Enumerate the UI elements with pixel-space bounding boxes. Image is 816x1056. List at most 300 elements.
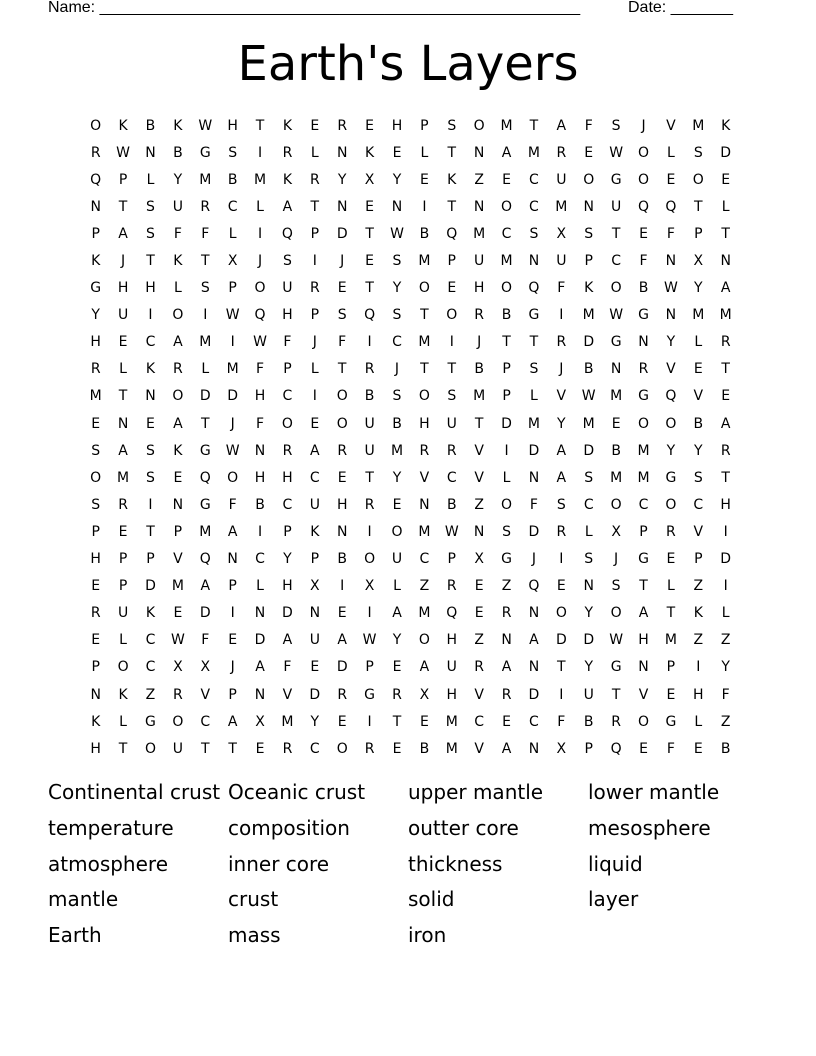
grid-letter: O bbox=[336, 740, 348, 757]
grid-letter: R bbox=[419, 442, 430, 459]
grid-letter: E bbox=[173, 605, 183, 622]
grid-letter: H bbox=[227, 117, 238, 134]
grid-letter: F bbox=[584, 117, 593, 134]
word-bank-item: lower mantle bbox=[588, 780, 720, 804]
grid-letter: C bbox=[474, 713, 485, 730]
name-field[interactable]: Name: ______________________________________________________ bbox=[48, 0, 581, 16]
grid-letter: Y bbox=[173, 171, 183, 188]
grid-letter: Y bbox=[283, 551, 292, 568]
grid-letter: U bbox=[309, 496, 320, 513]
grid-letter: N bbox=[145, 144, 156, 161]
grid-row bbox=[82, 356, 740, 383]
grid-letter: S bbox=[228, 144, 238, 161]
grid-letter: T bbox=[118, 740, 128, 757]
grid-letter: U bbox=[556, 171, 567, 188]
grid-letter: U bbox=[446, 415, 457, 432]
grid-letter: O bbox=[637, 171, 650, 188]
grid-letter: H bbox=[254, 469, 266, 486]
grid-letter: A bbox=[282, 632, 293, 649]
grid-letter: E bbox=[392, 659, 402, 676]
grid-letter: E bbox=[310, 415, 320, 432]
grid-letter: E bbox=[611, 415, 621, 432]
grid-letter: C bbox=[309, 469, 320, 486]
word-bank-item: mantle bbox=[48, 887, 119, 912]
grid-row bbox=[82, 735, 740, 762]
grid-letter: O bbox=[172, 307, 184, 324]
grid-letter: W bbox=[581, 388, 596, 405]
grid-letter: E bbox=[721, 171, 731, 188]
grid-letter: Y bbox=[721, 659, 730, 676]
grid-letter: K bbox=[145, 361, 156, 378]
grid-letter: B bbox=[720, 740, 731, 757]
grid-letter: X bbox=[419, 686, 430, 703]
grid-letter: R bbox=[364, 496, 375, 513]
grid-letter: K bbox=[118, 686, 128, 703]
grid-letter: V bbox=[419, 469, 430, 486]
grid-letter: X bbox=[364, 171, 375, 188]
grid-letter: K bbox=[721, 117, 731, 134]
grid-letter: N bbox=[665, 253, 677, 270]
grid-letter: Q bbox=[199, 469, 211, 486]
grid-letter: O bbox=[144, 740, 156, 757]
grid-letter: S bbox=[337, 307, 347, 324]
grid-letter: K bbox=[118, 117, 128, 134]
grid-letter: W bbox=[116, 144, 130, 161]
grid-letter: E bbox=[337, 280, 347, 297]
grid-letter: M bbox=[171, 578, 184, 595]
grid-letter: I bbox=[504, 442, 509, 459]
grid-letter: I bbox=[559, 551, 564, 568]
grid-letter: Y bbox=[694, 280, 703, 297]
grid-letter: W bbox=[362, 632, 377, 649]
grid-letter: O bbox=[227, 469, 239, 486]
grid-row bbox=[82, 654, 740, 681]
grid-letter: C bbox=[255, 551, 265, 568]
grid-letter: W bbox=[198, 117, 213, 134]
grid-letter: S bbox=[91, 496, 101, 513]
grid-letter: W bbox=[609, 632, 624, 649]
grid-letter: K bbox=[282, 171, 293, 188]
grid-letter: S bbox=[91, 442, 101, 459]
grid-letter: A bbox=[173, 334, 183, 351]
grid-letter: M bbox=[117, 469, 130, 486]
grid-letter: T bbox=[365, 280, 374, 297]
grid-letter: N bbox=[90, 198, 101, 215]
grid-letter: H bbox=[446, 632, 458, 649]
grid-row bbox=[82, 491, 740, 518]
grid-row bbox=[82, 681, 740, 708]
grid-letter: I bbox=[723, 578, 728, 595]
grid-letter: W bbox=[663, 280, 678, 297]
grid-letter: R bbox=[446, 578, 457, 595]
grid-letter: N bbox=[336, 144, 348, 161]
grid-letter: O bbox=[501, 496, 513, 513]
grid-letter: T bbox=[118, 198, 128, 215]
grid-letter: K bbox=[365, 144, 375, 161]
grid-letter: W bbox=[609, 307, 624, 324]
grid-letter: I bbox=[148, 496, 153, 513]
grid-letter: U bbox=[172, 198, 183, 215]
grid-letter: N bbox=[473, 198, 485, 215]
grid-letter: L bbox=[420, 144, 429, 161]
grid-letter: I bbox=[367, 713, 372, 730]
grid-letter: M bbox=[253, 171, 267, 188]
grid-letter: S bbox=[693, 469, 703, 486]
grid-letter: O bbox=[418, 388, 430, 405]
grid-letter: Y bbox=[557, 415, 566, 432]
grid-letter: A bbox=[501, 740, 512, 757]
grid-letter: W bbox=[609, 144, 624, 161]
grid-letter: U bbox=[364, 415, 375, 432]
grid-letter: Q bbox=[610, 740, 622, 757]
grid-letter: G bbox=[501, 551, 512, 568]
word-bank-item: layer bbox=[588, 887, 639, 912]
grid-letter: R bbox=[501, 686, 512, 703]
grid-letter: P bbox=[118, 551, 128, 568]
grid-letter: Q bbox=[90, 171, 102, 188]
grid-letter: E bbox=[502, 171, 511, 188]
grid-letter: K bbox=[91, 253, 101, 270]
grid-letter: H bbox=[336, 496, 348, 513]
grid-letter: F bbox=[639, 253, 648, 270]
grid-letter: P bbox=[283, 361, 292, 378]
grid-letter: M bbox=[473, 388, 486, 405]
grid-letter: T bbox=[502, 334, 511, 351]
grid-letter: S bbox=[146, 225, 155, 242]
grid-letter: K bbox=[447, 171, 457, 188]
grid-letter: M bbox=[199, 171, 212, 188]
grid-letter: X bbox=[611, 523, 621, 540]
grid-letter: R bbox=[337, 117, 348, 134]
grid-letter: D bbox=[309, 686, 321, 703]
grid-letter: L bbox=[146, 171, 155, 188]
grid-letter: L bbox=[228, 225, 237, 242]
grid-row bbox=[82, 383, 740, 410]
grid-letter: M bbox=[418, 523, 431, 540]
grid-letter: Y bbox=[392, 632, 402, 649]
grid-letter: L bbox=[201, 361, 210, 378]
grid-letter: K bbox=[693, 605, 703, 622]
grid-letter: M bbox=[610, 388, 623, 405]
grid-letter: M bbox=[418, 253, 431, 270]
grid-letter: A bbox=[501, 659, 512, 676]
grid-letter: T bbox=[447, 198, 457, 215]
grid-letter: A bbox=[200, 578, 211, 595]
grid-letter: A bbox=[392, 605, 402, 622]
grid-letter: P bbox=[228, 578, 237, 595]
grid-letter: E bbox=[146, 415, 155, 432]
grid-letter: E bbox=[666, 551, 676, 568]
grid-letter: E bbox=[337, 713, 347, 730]
grid-letter: I bbox=[257, 225, 263, 242]
grid-letter: F bbox=[557, 713, 566, 730]
grid-letter: P bbox=[173, 523, 183, 540]
grid-letter: Z bbox=[145, 686, 156, 703]
grid-letter: O bbox=[637, 144, 650, 161]
grid-letter: L bbox=[119, 632, 127, 649]
grid-letter: H bbox=[145, 280, 156, 297]
grid-letter: G bbox=[364, 686, 376, 703]
grid-letter: Y bbox=[392, 171, 402, 188]
grid-letter: L bbox=[721, 605, 730, 622]
grid-letter: E bbox=[310, 659, 320, 676]
grid-letter: H bbox=[419, 415, 430, 432]
grid-letter: U bbox=[117, 307, 129, 324]
grid-letter: W bbox=[390, 225, 404, 242]
grid-letter: S bbox=[529, 361, 539, 378]
grid-letter: S bbox=[447, 388, 457, 405]
grid-row bbox=[82, 193, 740, 220]
grid-letter: I bbox=[148, 307, 153, 324]
grid-letter: N bbox=[172, 496, 184, 513]
grid-letter: E bbox=[255, 740, 265, 757]
grid-letter: B bbox=[583, 713, 594, 730]
grid-letter: R bbox=[638, 361, 649, 378]
grid-letter: E bbox=[392, 740, 402, 757]
grid-letter: N bbox=[638, 659, 649, 676]
grid-letter: N bbox=[528, 659, 540, 676]
grid-letter: U bbox=[117, 605, 129, 622]
grid-letter: L bbox=[530, 388, 538, 405]
grid-letter: M bbox=[692, 307, 705, 324]
grid-letter: N bbox=[254, 686, 266, 703]
grid-letter: D bbox=[227, 388, 239, 405]
grid-letter: L bbox=[119, 361, 127, 378]
grid-letter: I bbox=[422, 198, 427, 215]
grid-letter: T bbox=[337, 361, 347, 378]
grid-letter: I bbox=[340, 578, 345, 595]
grid-letter: X bbox=[310, 578, 320, 595]
grid-letter: X bbox=[200, 659, 211, 676]
grid-letter: E bbox=[721, 388, 731, 405]
grid-letter: U bbox=[610, 198, 622, 215]
grid-letter: K bbox=[584, 280, 594, 297]
grid-letter: O bbox=[391, 523, 403, 540]
grid-letter: F bbox=[721, 686, 730, 703]
grid-letter: V bbox=[693, 388, 704, 405]
grid-letter: U bbox=[309, 632, 320, 649]
grid-letter: X bbox=[364, 578, 375, 595]
grid-letter: P bbox=[447, 551, 456, 568]
grid-letter: T bbox=[200, 415, 210, 432]
grid-letter: I bbox=[696, 659, 701, 676]
grid-letter: K bbox=[173, 442, 183, 459]
grid-letter: I bbox=[312, 253, 317, 270]
grid-letter: E bbox=[392, 144, 402, 161]
grid-letter: R bbox=[118, 496, 128, 513]
word-bank-item: upper mantle bbox=[408, 780, 544, 804]
grid-letter: F bbox=[228, 496, 237, 513]
grid-letter: H bbox=[473, 280, 485, 297]
grid-letter: L bbox=[502, 469, 511, 486]
grid-letter: O bbox=[446, 307, 458, 324]
grid-letter: M bbox=[89, 388, 102, 405]
grid-letter: I bbox=[312, 388, 317, 405]
grid-letter: F bbox=[338, 334, 347, 351]
grid-letter: I bbox=[367, 605, 372, 622]
grid-letter: C bbox=[282, 496, 293, 513]
word-bank bbox=[48, 778, 768, 957]
grid-letter: R bbox=[282, 740, 293, 757]
grid-letter: W bbox=[170, 632, 185, 649]
grid-letter: O bbox=[172, 713, 184, 730]
grid-letter: S bbox=[146, 198, 155, 215]
grid-letter: G bbox=[610, 171, 622, 188]
grid-letter: B bbox=[255, 496, 265, 513]
grid-letter: T bbox=[255, 117, 265, 134]
word-bank-item: Earth bbox=[48, 923, 102, 948]
grid-letter: I bbox=[449, 334, 454, 351]
grid-letter: C bbox=[501, 225, 512, 242]
grid-letter: P bbox=[694, 225, 703, 242]
grid-letter: T bbox=[447, 361, 457, 378]
grid-row bbox=[82, 302, 740, 329]
grid-letter: T bbox=[365, 225, 374, 242]
grid-letter: D bbox=[336, 659, 348, 676]
grid-letter: F bbox=[201, 225, 210, 242]
word-bank-item: mesosphere bbox=[588, 815, 711, 840]
grid-letter: T bbox=[721, 361, 730, 378]
grid-letter: E bbox=[666, 686, 676, 703]
grid-letter: S bbox=[146, 469, 155, 486]
grid-letter: A bbox=[556, 117, 567, 134]
grid-letter: V bbox=[474, 469, 484, 486]
grid-letter: O bbox=[90, 117, 102, 134]
grid-letter: M bbox=[527, 415, 540, 432]
grid-letter: W bbox=[225, 307, 240, 324]
grid-letter: T bbox=[639, 578, 648, 595]
grid-row bbox=[82, 546, 740, 573]
grid-letter: B bbox=[693, 415, 704, 432]
grid-letter: N bbox=[473, 144, 485, 161]
grid-letter: M bbox=[692, 117, 705, 134]
grid-letter: G bbox=[665, 469, 677, 486]
grid-letter: D bbox=[528, 686, 540, 703]
grid-letter: N bbox=[583, 578, 594, 595]
grid-row bbox=[82, 437, 740, 464]
grid-letter: E bbox=[693, 361, 703, 378]
grid-letter: T bbox=[146, 253, 155, 270]
grid-letter: R bbox=[337, 442, 348, 459]
grid-letter: E bbox=[118, 523, 128, 540]
grid-letter: S bbox=[447, 117, 457, 134]
grid-letter: E bbox=[365, 117, 375, 134]
grid-letter: V bbox=[666, 361, 676, 378]
page-title: Earth's Layers bbox=[237, 36, 579, 92]
grid-letter: N bbox=[227, 551, 238, 568]
grid-letter: A bbox=[501, 144, 512, 161]
grid-letter: I bbox=[257, 144, 263, 161]
grid-letter: O bbox=[281, 415, 293, 432]
grid-letter: H bbox=[446, 686, 458, 703]
grid-letter: V bbox=[474, 686, 484, 703]
date-field[interactable]: Date: _______ bbox=[628, 0, 733, 16]
grid-letter: D bbox=[254, 632, 266, 649]
grid-letter: Y bbox=[337, 171, 347, 188]
grid-letter: S bbox=[556, 496, 566, 513]
grid-letter: P bbox=[666, 659, 676, 676]
grid-letter: T bbox=[529, 117, 539, 134]
grid-letter: P bbox=[584, 740, 593, 757]
grid-letter: W bbox=[444, 523, 459, 540]
grid-letter: N bbox=[720, 253, 731, 270]
word-bank-item: Oceanic crust bbox=[228, 780, 366, 804]
grid-letter: P bbox=[310, 307, 320, 324]
grid-letter: S bbox=[584, 469, 594, 486]
grid-letter: J bbox=[340, 253, 345, 270]
grid-letter: N bbox=[528, 740, 540, 757]
grid-letter: T bbox=[447, 144, 457, 161]
grid-letter: G bbox=[528, 307, 540, 324]
grid-letter: Z bbox=[693, 578, 704, 595]
grid-letter: J bbox=[121, 253, 126, 270]
grid-letter: N bbox=[336, 198, 348, 215]
grid-letter: V bbox=[666, 117, 676, 134]
grid-letter: O bbox=[637, 713, 650, 730]
grid-letter: M bbox=[226, 361, 239, 378]
grid-letter: P bbox=[118, 171, 128, 188]
grid-letter: T bbox=[611, 686, 621, 703]
grid-letter: Y bbox=[310, 713, 320, 730]
grid-letter: O bbox=[637, 415, 650, 432]
grid-letter: O bbox=[418, 280, 430, 297]
grid-letter: N bbox=[528, 605, 540, 622]
grid-letter: R bbox=[501, 605, 512, 622]
grid-letter: J bbox=[230, 659, 235, 676]
grid-letter: M bbox=[582, 415, 595, 432]
grid-letter: E bbox=[337, 605, 347, 622]
grid-letter: J bbox=[531, 551, 537, 568]
grid-letter: B bbox=[173, 144, 183, 161]
grid-letter: Z bbox=[693, 632, 704, 649]
grid-letter: B bbox=[392, 415, 402, 432]
grid-letter: F bbox=[557, 280, 566, 297]
grid-letter: G bbox=[610, 659, 622, 676]
grid-letter: O bbox=[665, 496, 677, 513]
grid-letter: A bbox=[419, 659, 430, 676]
grid-letter: R bbox=[90, 605, 101, 622]
grid-letter: G bbox=[665, 713, 677, 730]
grid-letter: E bbox=[556, 578, 566, 595]
grid-letter: N bbox=[254, 442, 266, 459]
grid-letter: I bbox=[230, 605, 235, 622]
grid-letter: R bbox=[200, 198, 211, 215]
grid-letter: S bbox=[392, 307, 402, 324]
grid-letter: N bbox=[528, 253, 540, 270]
grid-letter: F bbox=[529, 496, 538, 513]
grid-letter: S bbox=[392, 253, 402, 270]
grid-letter: S bbox=[611, 117, 621, 134]
grid-letter: B bbox=[501, 307, 512, 324]
grid-letter: R bbox=[90, 361, 101, 378]
grid-letter: T bbox=[310, 198, 320, 215]
grid-letter: E bbox=[365, 253, 375, 270]
grid-letter: C bbox=[227, 198, 238, 215]
grid-letter: M bbox=[445, 713, 458, 730]
grid-letter: R bbox=[720, 334, 731, 351]
word-bank-item: mass bbox=[228, 923, 281, 948]
grid-letter: O bbox=[610, 280, 622, 297]
grid-letter: M bbox=[500, 117, 513, 134]
grid-letter: G bbox=[199, 442, 211, 459]
grid-letter: M bbox=[555, 198, 568, 215]
grid-letter: A bbox=[227, 713, 238, 730]
grid-letter: Q bbox=[364, 307, 376, 324]
grid-letter: G bbox=[199, 496, 211, 513]
grid-letter: B bbox=[227, 171, 238, 188]
grid-letter: C bbox=[145, 659, 156, 676]
grid-letter: L bbox=[256, 198, 264, 215]
